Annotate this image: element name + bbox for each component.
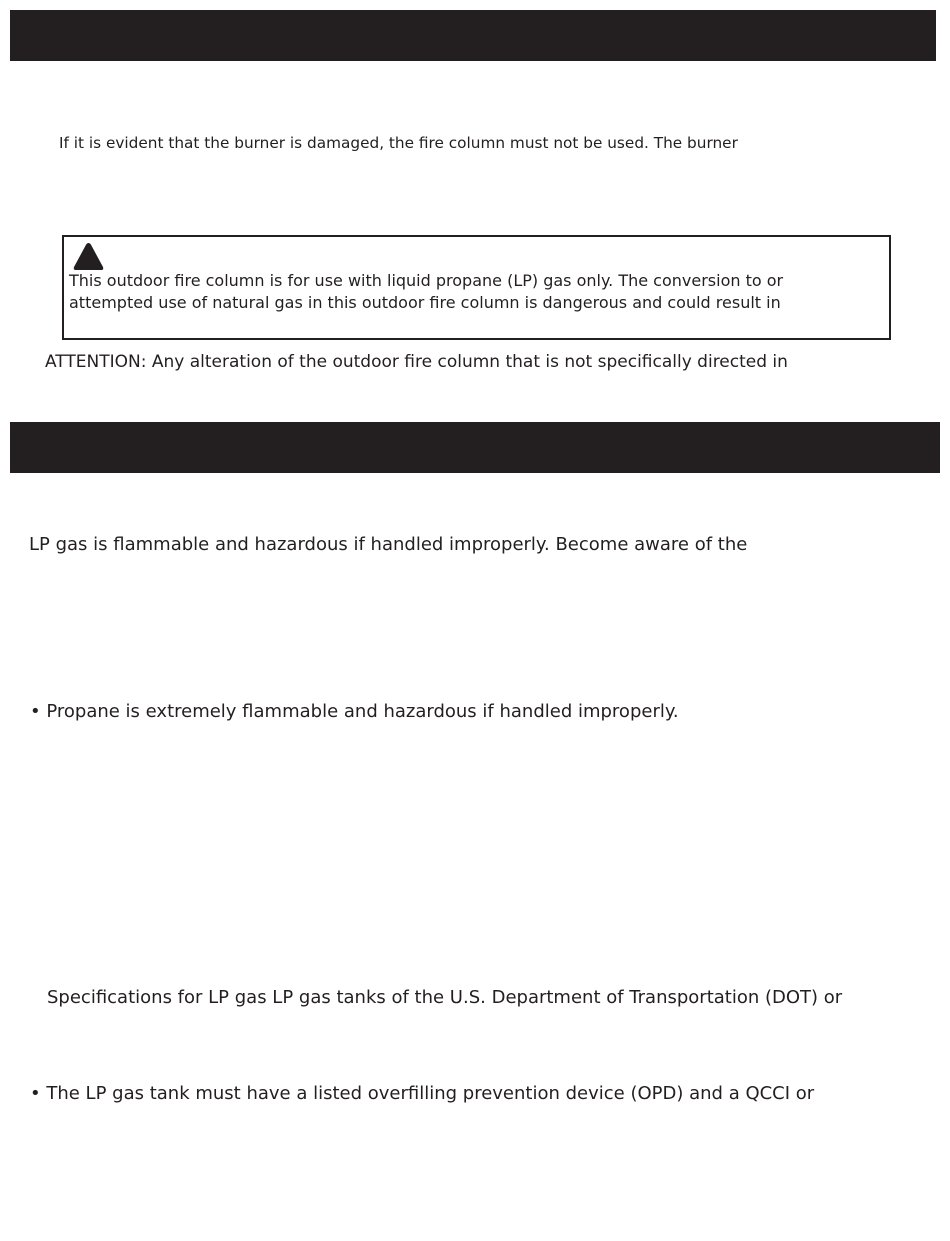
opd-requirement-bullet: • The LP gas tank must have a listed overfilling prevention device (OPD) and a QCCI or bbox=[30, 1083, 815, 1104]
tank-specifications-note: Specifications for LP gas LP gas tanks of the U.S. Department of Transportation (DOT) or bbox=[47, 987, 843, 1008]
lp-gas-intro: LP gas is flammable and hazardous if handled improperly. Become aware of the bbox=[29, 534, 748, 555]
warning-text-line-2: attempted use of natural gas in this outdoor fire column is dangerous and could result in bbox=[69, 293, 781, 312]
section-header-bar-middle bbox=[10, 422, 940, 473]
warning-box bbox=[62, 235, 891, 340]
burner-damage-note: If it is evident that the burner is damaged, the fire column must not be used. The burner bbox=[59, 134, 738, 152]
warning-triangle-icon bbox=[72, 241, 105, 272]
propane-hazard-bullet: • Propane is extremely flammable and hazardous if handled improperly. bbox=[30, 701, 679, 722]
warning-text-line-1: This outdoor fire column is for use with liquid propane (LP) gas only. The conversion to or bbox=[69, 271, 784, 290]
section-header-bar-top bbox=[10, 10, 936, 61]
attention-note: ATTENTION: Any alteration of the outdoor fire column that is not specifically directed in bbox=[45, 352, 788, 372]
